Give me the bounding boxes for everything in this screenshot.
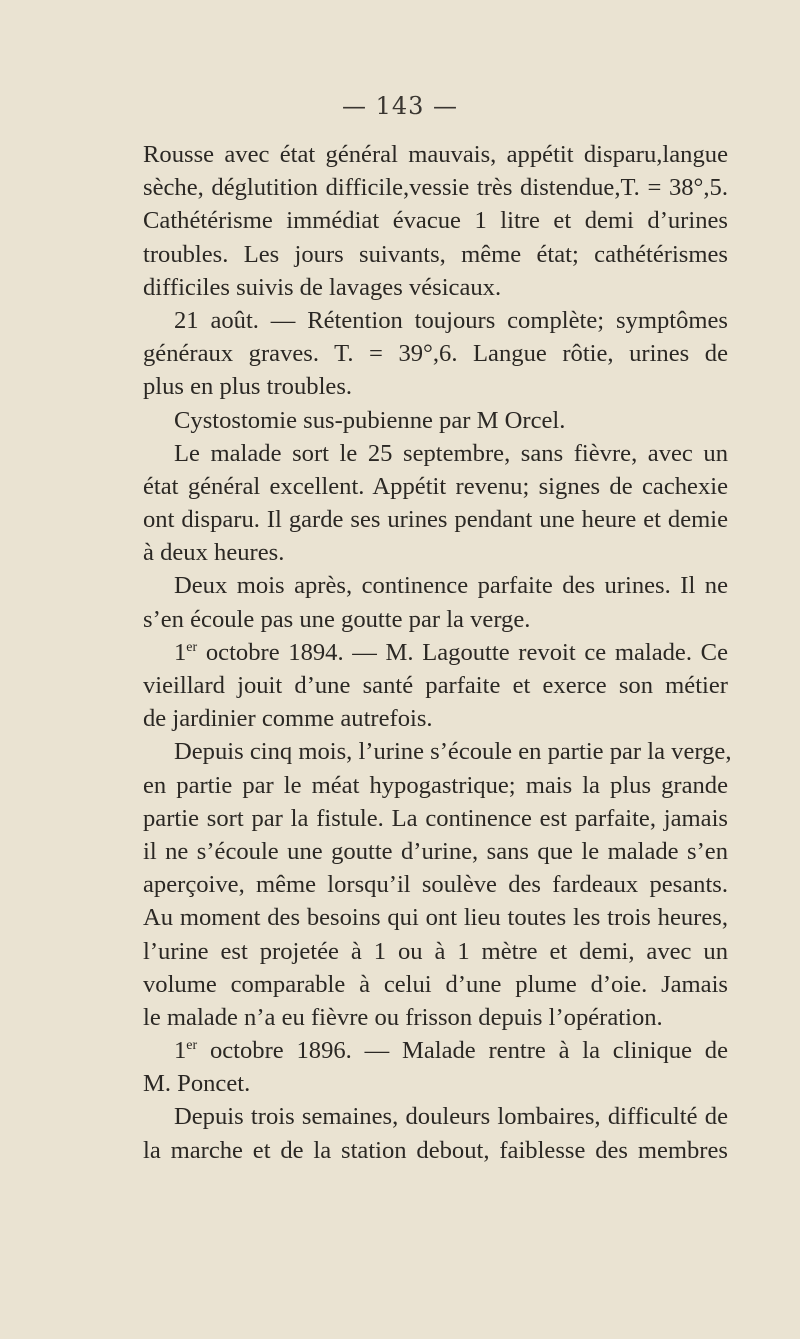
ordinal-number: 1 bbox=[174, 1037, 187, 1065]
text-line: Cystostomie sus-pubienne par M Orcel. bbox=[174, 406, 566, 434]
text-line: le malade n’a eu fièvre ou frisson depuis l’opération. bbox=[143, 1003, 663, 1031]
text-line: aperçoive, même lorsqu’il soulève des fardeaux pesants. bbox=[143, 871, 728, 899]
text-line: il ne s’écoule une goutte d’urine, sans que le malade s’en bbox=[143, 837, 728, 865]
text-line: vieillard jouit d’une santé parfaite et exerce son métier bbox=[143, 672, 728, 699]
text-line: s’en écoule pas une goutte par la verge. bbox=[143, 605, 531, 633]
ordinal-suffix: er bbox=[186, 639, 198, 655]
text-line: ont disparu. Il garde ses urines pendant une heure et demie bbox=[143, 506, 728, 534]
text-line: Rousse avec état général mauvais, appétit disparu,langue bbox=[143, 141, 728, 168]
text-line: volume comparable à celui d’une plume d’oie. Jamais bbox=[143, 970, 728, 998]
text-line: la marche et de la station debout, faiblesse des membres bbox=[143, 1136, 728, 1164]
page-number: — 143 — bbox=[341, 92, 459, 120]
text-line-content: octobre 1896. — Malade rentre à la clinique de bbox=[209, 1037, 728, 1065]
text-line: Deux mois après, continence parfaite des urines. Il ne bbox=[174, 572, 728, 600]
text-line: partie sort par la fistule. La continence est parfaite, jamais bbox=[143, 804, 728, 832]
text-line: M. Poncet. bbox=[143, 1070, 251, 1098]
text-line: Au moment des besoins qui ont lieu toutes les trois heures, bbox=[143, 904, 728, 932]
text-line: Cathétérisme immédiat évacue 1 litre et demi d’urines bbox=[143, 207, 728, 235]
text-line: état général excellent. Appétit revenu; signes de cachexie bbox=[143, 472, 728, 500]
text-line: Depuis cinq mois, l’urine s’écoule en partie par la verge, bbox=[174, 738, 732, 766]
text-line: Depuis trois semaines, douleurs lombaires, difficulté de bbox=[174, 1103, 728, 1131]
text-line: 21 août. — Rétention toujours complète; symptômes bbox=[174, 306, 728, 334]
text-line-dated-1896 bbox=[143, 1034, 728, 1067]
text-line: sèche, déglutition difficile,vessie très distendue,T. = 38°,5. bbox=[143, 174, 728, 202]
text-line: plus en plus troubles. bbox=[143, 373, 353, 401]
text-line: à deux heures. bbox=[143, 539, 285, 567]
text-line: de jardinier comme autrefois. bbox=[143, 705, 433, 733]
ordinal-number: 1 bbox=[174, 638, 187, 666]
text-line-dated-1894 bbox=[143, 636, 728, 669]
text-line: l’urine est projetée à 1 ou à 1 mètre et demi, avec un bbox=[143, 937, 728, 965]
text-line: en partie par le méat hypogastrique; mais la plus grande bbox=[143, 771, 728, 799]
ordinal-suffix: er bbox=[186, 1037, 198, 1053]
text-line: généraux graves. T. = 39°,6. Langue rôtie, urines de bbox=[143, 340, 728, 368]
body-text bbox=[143, 138, 732, 1167]
text-line: troubles. Les jours suivants, même état; cathétérismes bbox=[143, 240, 728, 268]
text-line-content: octobre 1894. — M. Lagoutte revoit ce malade. Ce bbox=[205, 638, 728, 666]
text-line: Le malade sort le 25 septembre, sans fièvre, avec un bbox=[174, 439, 728, 467]
text-line: difficiles suivis de lavages vésicaux. bbox=[143, 273, 502, 301]
